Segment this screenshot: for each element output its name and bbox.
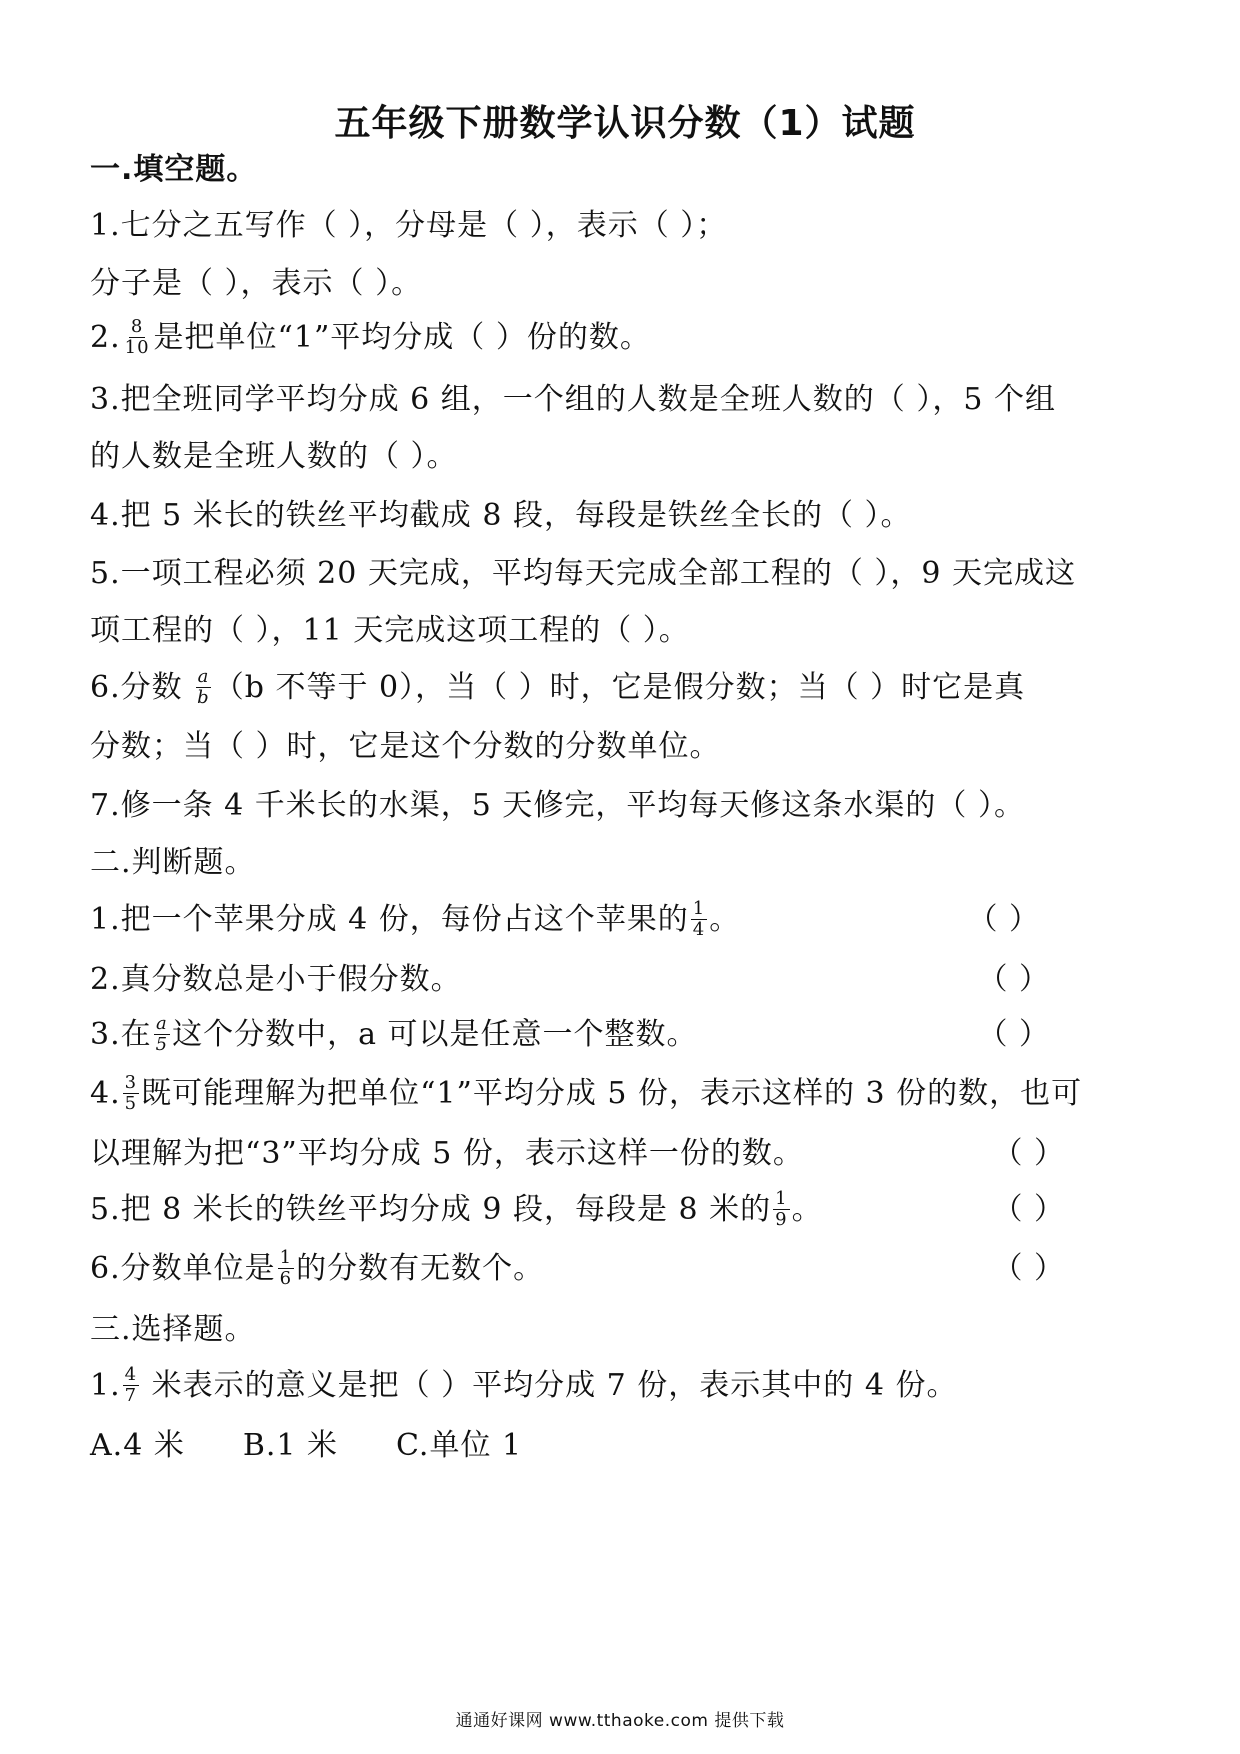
question-6-line-1 (90, 665, 1026, 710)
judge-2-text: 2.真分数总是小于假分数。 (90, 962, 462, 997)
fraction-numerator: a (155, 1012, 168, 1034)
judge-1 (90, 897, 1160, 942)
judge-5 (90, 1187, 1160, 1232)
fraction-numerator: 8 (130, 315, 144, 337)
question-6-text: （b 不等于 0），当（ ）时，它是假分数；当（ ）时它是真 (213, 670, 1026, 705)
judge-1-prefix: 1.把一个苹果分成 4 份，每份占这个苹果的 (90, 902, 689, 937)
fraction-numerator: 1 (279, 1246, 293, 1268)
judge-3-suffix: 这个分数中，a 可以是任意一个整数。 (172, 1017, 698, 1052)
answer-blank: （ ） (992, 1192, 1065, 1227)
fraction-numerator: 1 (692, 897, 706, 919)
question-6-line-2: 分数；当（ ）时，它是这个分数的分数单位。 (90, 729, 721, 764)
question-1-line-1: 1.七分之五写作（ ），分母是（ ），表示（ ）； (90, 208, 728, 243)
judge-4-text: 既可能理解为把单位“1”平均分成 5 份，表示这样的 3 份的数，也可 (141, 1076, 1083, 1111)
answer-blank: （ ） (992, 1136, 1065, 1171)
fraction-denominator: b (197, 686, 210, 708)
choice-1-text: 米表示的意义是把（ ）平均分成 7 份，表示其中的 4 份。 (141, 1368, 958, 1403)
question-7: 7.修一条 4 千米长的水渠，5 天修完，平均每天修这条水渠的（ ）。 (90, 788, 1025, 823)
fraction-denominator: 9 (775, 1208, 788, 1230)
question-4: 4.把 5 米长的铁丝平均截成 8 段，每段是铁丝全长的（ ）。 (90, 498, 912, 533)
fraction (691, 899, 707, 940)
judge-6-prefix: 6.分数单位是 (90, 1251, 276, 1286)
option-a: A.4 米 (90, 1428, 185, 1463)
judge-6-suffix: 的分数有无数个。 (296, 1251, 545, 1286)
question-3-line-2: 的人数是全班人数的（ ）。 (90, 439, 458, 474)
choice-1-prefix: 1. (90, 1368, 121, 1403)
judge-4-line-1 (90, 1071, 1083, 1116)
answer-blank: （ ） (967, 902, 1040, 937)
judge-4-prefix: 4. (90, 1076, 121, 1111)
page-title: 五年级下册数学认识分数（1）试题 (334, 103, 916, 144)
judge-4-line-2 (90, 1134, 1160, 1174)
question-2-text: 是把单位“1”平均分成（ ）份的数。 (153, 320, 651, 355)
judge-6 (90, 1246, 1160, 1291)
fraction (123, 1365, 139, 1406)
fraction (773, 1189, 789, 1230)
judge-4-text-2: 以理解为把“3”平均分成 5 份，表示这样一份的数。 (90, 1136, 804, 1171)
judge-5-suffix: 。 (791, 1192, 823, 1227)
fraction-numerator: 4 (124, 1363, 138, 1385)
fraction (195, 667, 212, 708)
fraction-denominator: 7 (124, 1384, 138, 1406)
answer-blank: （ ） (992, 1251, 1065, 1286)
judge-1-suffix: 。 (709, 902, 741, 937)
question-1-line-2: 分子是（ ），表示（ ）。 (90, 266, 423, 301)
fraction-numerator: a (197, 665, 210, 687)
section3-heading: 三.选择题。 (90, 1312, 256, 1347)
fraction-denominator: 5 (155, 1033, 169, 1055)
fraction (154, 1014, 170, 1055)
judge-3-prefix: 3.在 (90, 1017, 152, 1052)
question-5-line-1: 5.一项工程必须 20 天完成，平均每天完成全部工程的（ ），9 天完成这 (90, 556, 1077, 591)
fraction (123, 317, 152, 358)
judge-5-prefix: 5.把 8 米长的铁丝平均分成 9 段，每段是 8 米的 (90, 1192, 772, 1227)
answer-blank: （ ） (977, 1017, 1050, 1052)
answer-blank: （ ） (977, 962, 1050, 997)
fraction (278, 1248, 294, 1289)
question-3-line-1: 3.把全班同学平均分成 6 组，一个组的人数是全班人数的（ ），5 个组 (90, 382, 1056, 417)
fraction-numerator: 3 (124, 1071, 138, 1093)
option-c: C.单位 1 (396, 1428, 523, 1463)
fraction-denominator: 4 (692, 918, 706, 940)
judge-3 (90, 1012, 1160, 1057)
question-2 (90, 315, 651, 360)
question-6-prefix: 6.分数 (90, 670, 194, 705)
option-b: B.1 米 (242, 1428, 339, 1463)
fraction-denominator: 5 (124, 1092, 138, 1114)
judge-2 (90, 960, 1160, 1000)
choice-1-options (90, 1426, 522, 1466)
fraction-denominator: 6 (279, 1267, 293, 1289)
choice-1 (90, 1363, 958, 1408)
fraction (123, 1073, 139, 1114)
section2-heading: 二.判断题。 (90, 845, 256, 880)
question-2-prefix: 2. (90, 320, 121, 355)
fraction-denominator: 10 (124, 336, 150, 358)
footer-credit: 通通好课网 www.tthaoke.com 提供下载 (455, 1711, 785, 1731)
fraction-numerator: 1 (775, 1187, 788, 1209)
question-5-line-2: 项工程的（ ），11 天完成这项工程的（ ）。 (90, 613, 690, 648)
section1-heading: 一.填空题。 (90, 152, 258, 187)
